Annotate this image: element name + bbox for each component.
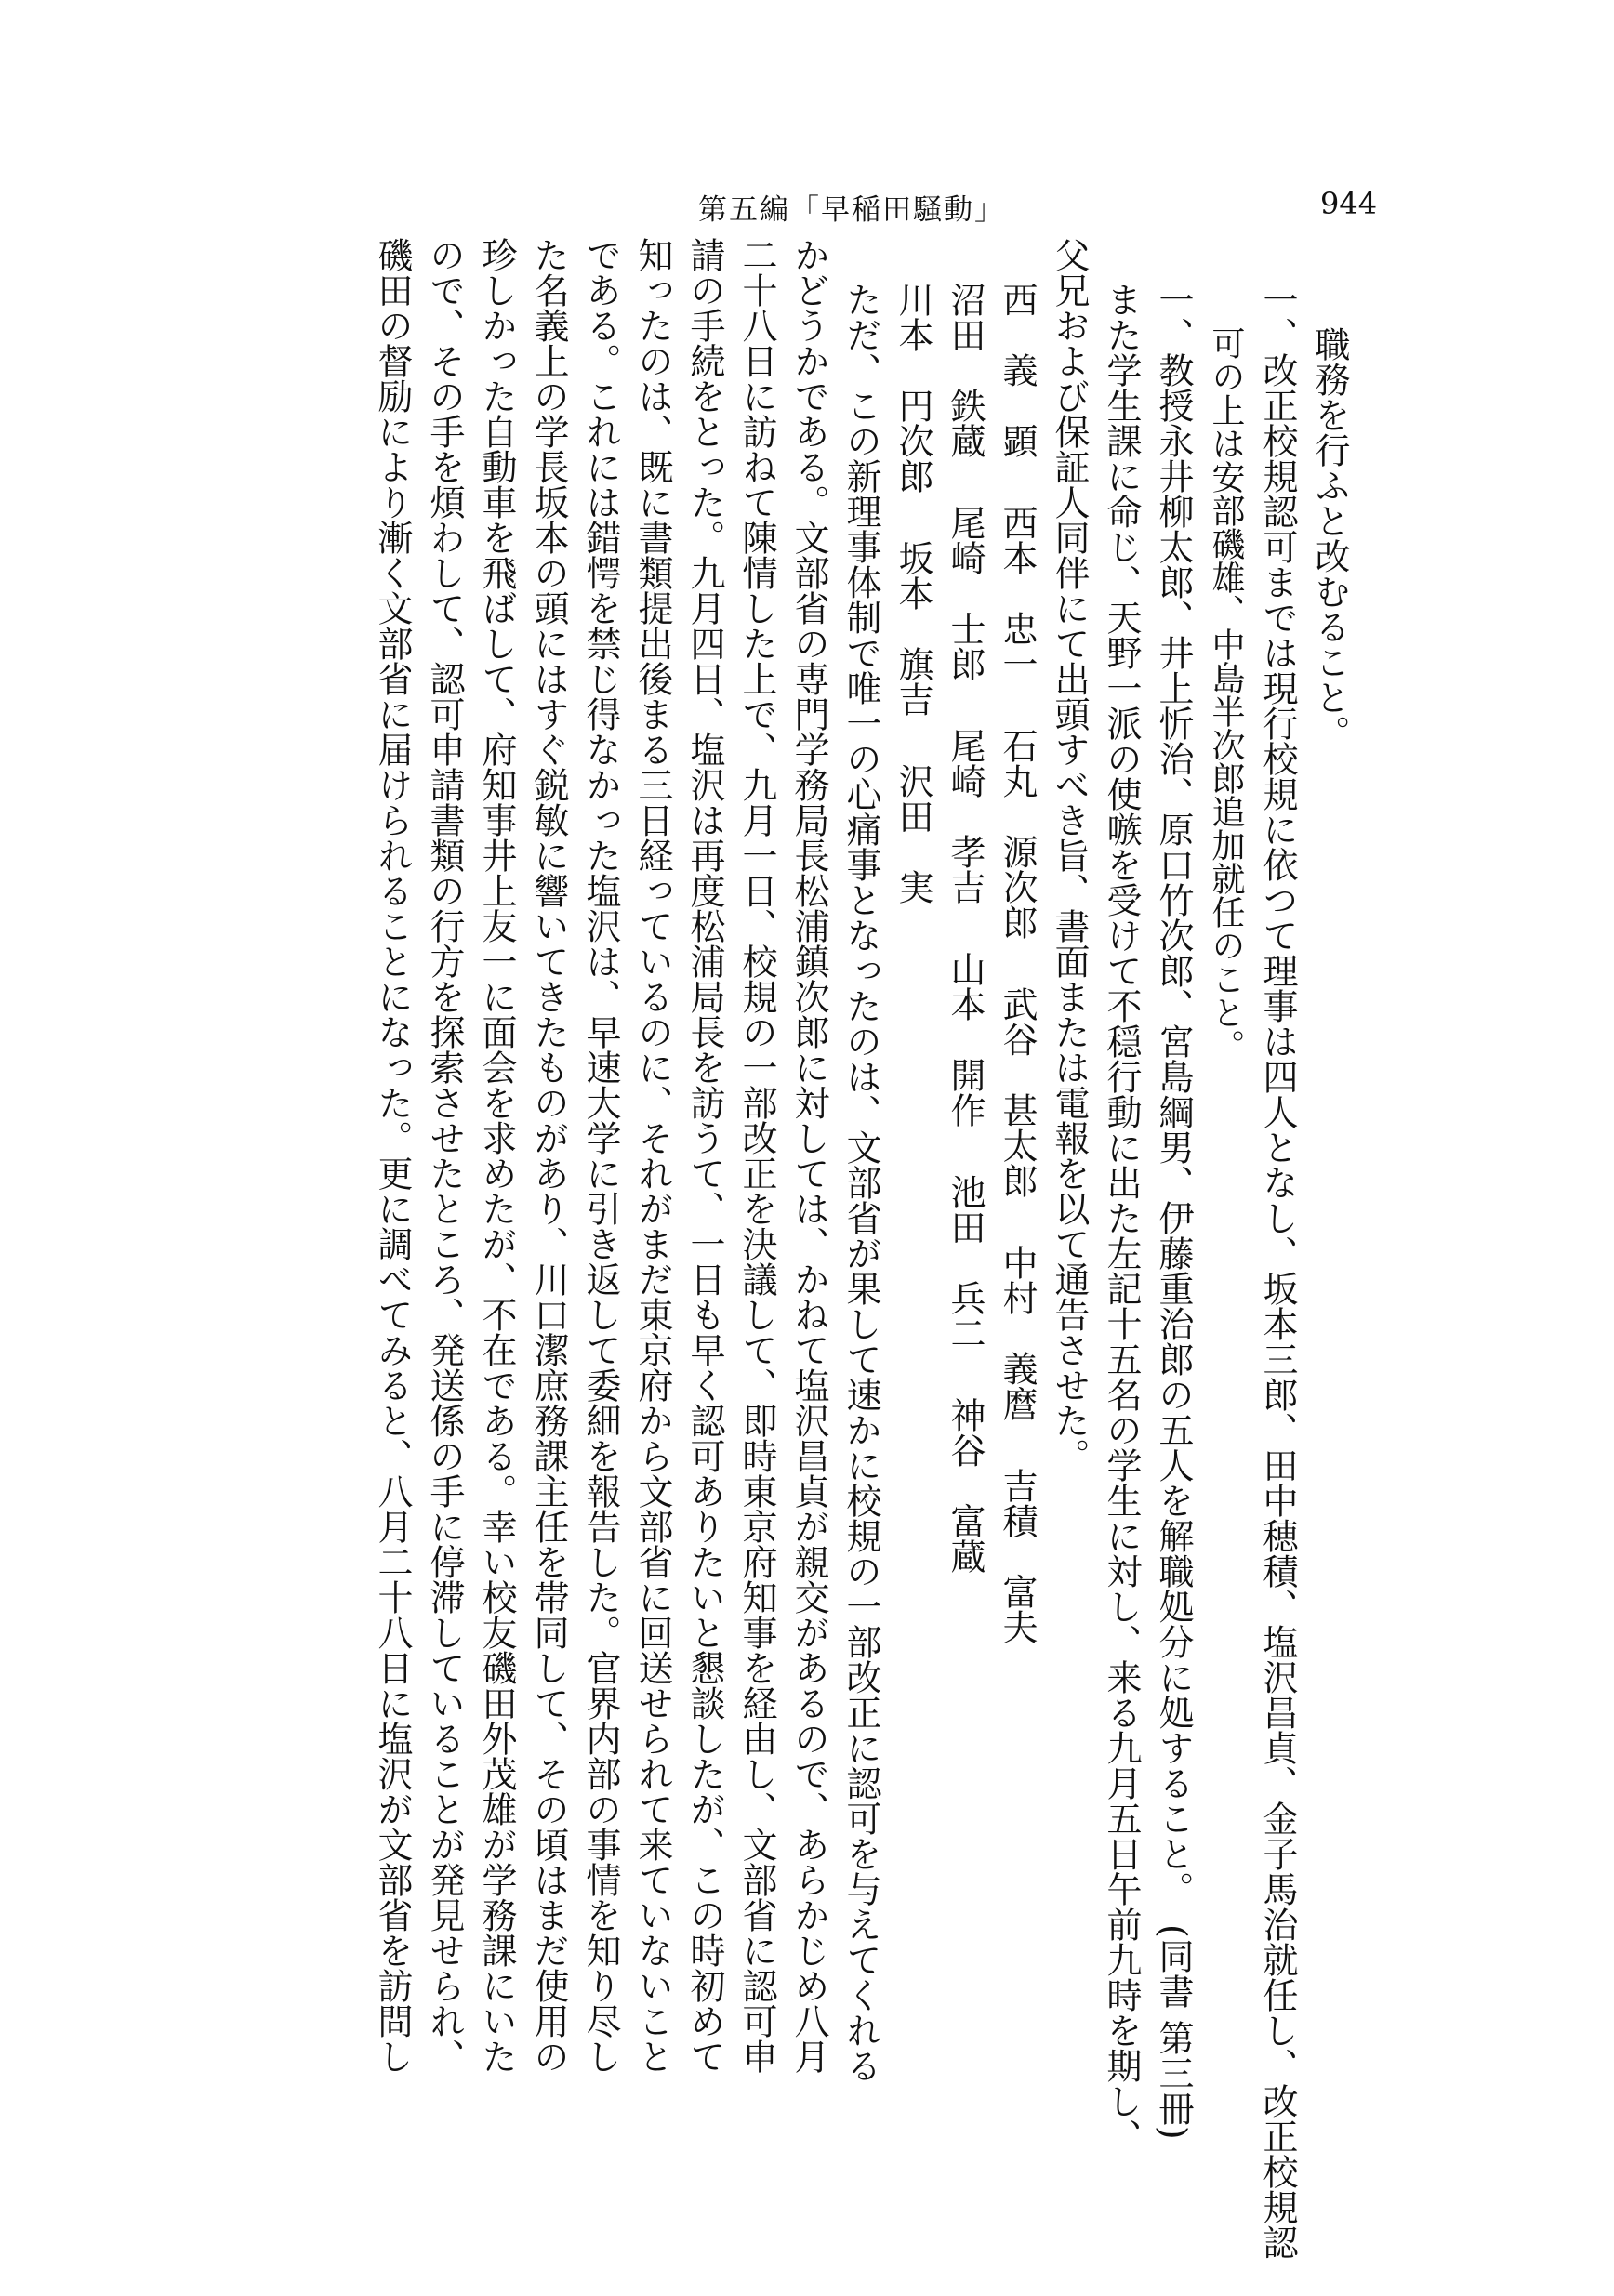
- student-name: 西本 忠一: [997, 505, 1038, 682]
- student-name: 中村 義麿: [997, 1245, 1038, 1422]
- student-name: 山本 開作: [945, 951, 986, 1128]
- text-line: 知ったのは、既に書類提出後まる三日経っているのに、それがまだ東京府から文部省に回送せられて来ていないこと: [632, 237, 673, 2074]
- text-line: ので、その手を煩わして、認可申請書類の行方を探索させたところ、発送係の手に停滞していることが発見せられ、: [424, 237, 465, 2074]
- text-line: 一、改正校規認可までは現行校規に依つて理事は四人となし、坂本三郎、田中穂積、塩沢昌貞、金子馬治就任し、改正校規認: [1257, 282, 1298, 2260]
- student-name: 石丸 源次郎: [997, 728, 1038, 941]
- student-name: 西 義 顕: [997, 282, 1038, 458]
- student-names-row: [887, 237, 939, 2096]
- text-line: また学生課に命じ、天野一派の使嗾を受けて不穏行動に出た左記十五名の学生に対し、来る九月五日午前九時を期し、: [1101, 282, 1142, 2154]
- page-number: 944: [1320, 186, 1378, 221]
- student-name: 坂本 旗吉: [893, 540, 933, 718]
- student-name: 武谷 甚太郎: [997, 986, 1038, 1199]
- text-line: 二十八日に訪ねて陳情した上で、九月一日、校規の一部改正を決議して、即時東京府知事を経由し、文部省に認可申: [736, 237, 777, 2074]
- text-line: である。これには錯愕を禁じ得なかった塩沢は、早速大学に引き返して委細を報告した。官界内部の事情を知り尽し: [580, 237, 621, 2074]
- student-names-row: [939, 237, 991, 2096]
- student-names-row: [991, 237, 1043, 2096]
- vertical-body-text: [258, 237, 1356, 2260]
- text-line: た名義上の学長坂本の頭にはすぐ鋭敏に響いてきたものがあり、川口潔庶務課主任を帯同して、その頃はまだ使用の: [528, 237, 569, 2074]
- text-line: 一、教授永井柳太郎、井上忻治、原口竹次郎、宮島綱男、伊藤重治郎の五人を解職処分に処すること。 (同書 第三冊): [1153, 282, 1194, 2140]
- text-line: ただ、この新理事体制で唯一の心痛事となったのは、文部省が果して速かに校規の一部改正に認可を与えてくれる: [840, 282, 881, 2083]
- student-name: 吉積 富夫: [997, 1468, 1038, 1645]
- student-name: 沢田 実: [893, 763, 933, 905]
- student-name: 尾崎 孝吉: [945, 728, 986, 905]
- text-line: 父兄および保証人同伴にて出頭すべき旨、書面または電報を以て通告させた。: [1049, 237, 1090, 1473]
- student-name: 尾崎 士郎: [945, 505, 986, 682]
- text-line: 可の上は安部磯雄、中島半次郎追加就任のこと。: [1207, 326, 1245, 1062]
- text-line: かどうかである。文部省の専門学務局長松浦鎮次郎に対しては、かねて塩沢昌貞が親交があるので、あらかじめ八月: [788, 237, 829, 2074]
- student-name: 神谷 富蔵: [945, 1397, 986, 1575]
- text-line: 珍しかった自動車を飛ばして、府知事井上友一に面会を求めたが、不在である。幸い校友磯田外茂雄が学務課にいた: [476, 237, 517, 2074]
- student-name: 川本 円次郎: [893, 282, 933, 494]
- text-line: 職務を行ふと改むること。: [1309, 326, 1350, 750]
- student-name: 沼田 鉄蔵: [945, 282, 986, 458]
- text-line: 請の手続をとった。九月四日、塩沢は再度松浦局長を訪うて、一日も早く認可ありたいと懇談したが、この時初めて: [684, 237, 725, 2074]
- running-header-section-title: 第五編「早稲田騒動」: [698, 193, 1005, 227]
- student-name: 池田 兵二: [945, 1174, 986, 1352]
- text-line: 磯田の督励により漸く文部省に届けられることになった。更に調べてみると、八月二十八日に塩沢が文部省を訪問し: [372, 237, 413, 2074]
